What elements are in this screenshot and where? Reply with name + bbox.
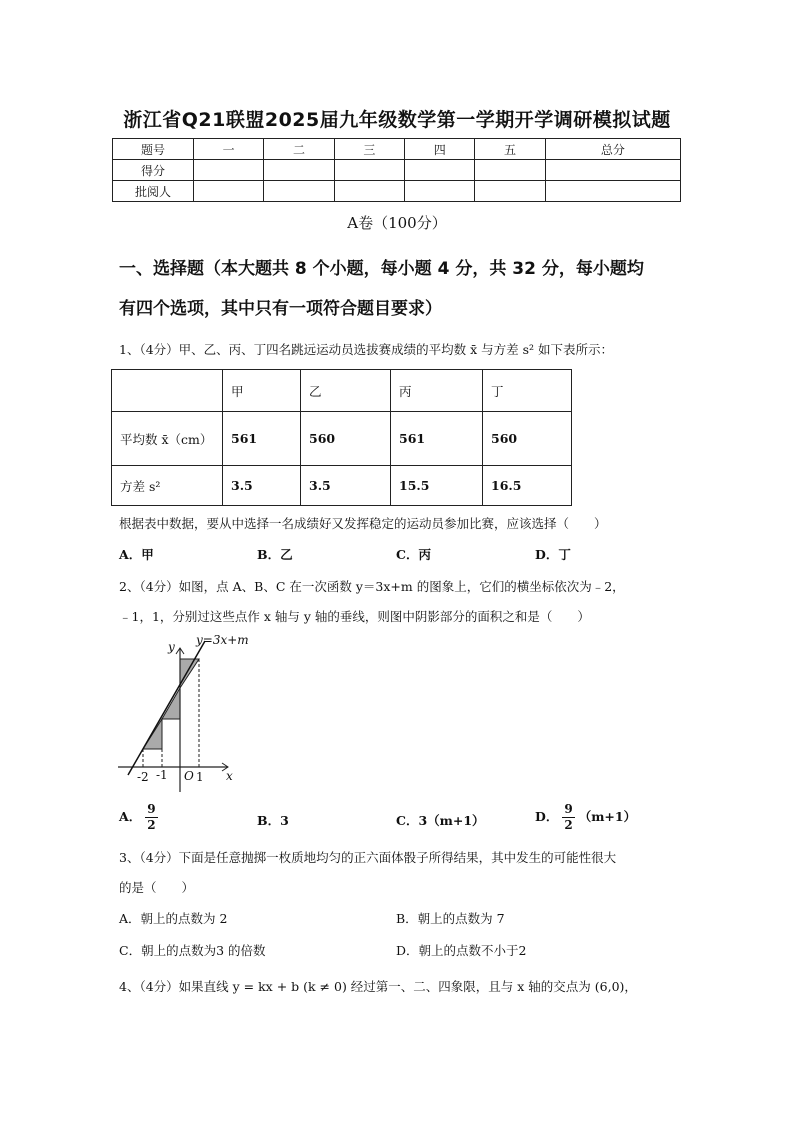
cell: 题号 <box>113 139 194 160</box>
cell: 丁 <box>483 370 572 412</box>
page-title: 浙江省Q21联盟2025届九年级数学第一学期开学调研模拟试题 <box>123 109 671 131</box>
section-heading-line2: 有四个选项，其中只有一项符合题目要求） <box>119 299 442 319</box>
cell: 560 <box>483 412 572 466</box>
q1-option-c[interactable]: C．丙 <box>396 547 431 562</box>
cell: 得分 <box>113 160 194 181</box>
cell: 561 <box>391 412 483 466</box>
cell: 二 <box>264 139 334 160</box>
q1-option-b[interactable]: B．乙 <box>257 547 293 562</box>
cell: 一 <box>194 139 264 160</box>
tick-label: -1 <box>156 768 168 782</box>
cell: 15.5 <box>391 466 483 506</box>
cell: 批阅人 <box>113 181 194 202</box>
section-heading-line1: 一、选择题（本大题共 8 个小题，每小题 4 分，共 32 分，每小题均 <box>119 259 644 279</box>
origin-label: O <box>184 769 194 783</box>
q2-option-d[interactable] <box>535 802 636 833</box>
q2-option-b[interactable]: B．3 <box>257 813 289 828</box>
tick-label: 1 <box>196 770 204 784</box>
denominator: 2 <box>147 818 156 832</box>
cell: 560 <box>301 412 391 466</box>
q2-option-c[interactable]: C．3（m+1） <box>396 813 485 828</box>
x-axis-label: x <box>226 769 233 783</box>
q3-option-a[interactable]: A．朝上的点数为 2 <box>119 911 228 926</box>
function-line <box>128 641 205 775</box>
cell: 丙 <box>391 370 483 412</box>
cell: 方差 s² <box>112 466 223 506</box>
q3-stem-line1: 3、（4分）下面是任意抛掷一枚质地均匀的正六面体骰子所得结果，其中发生的可能性很大 <box>119 850 617 865</box>
cell: 乙 <box>301 370 391 412</box>
q3-option-b[interactable]: B．朝上的点数为 7 <box>396 911 505 926</box>
cell: 3.5 <box>301 466 391 506</box>
numerator: 9 <box>564 802 573 816</box>
q1-option-d[interactable]: D．丁 <box>535 547 571 562</box>
option-label: D． <box>535 809 559 824</box>
q1-followup: 根据表中数据，要从中选择一名成绩好又发挥稳定的运动员参加比赛，应该选择（ ） <box>119 516 607 531</box>
cell: 五 <box>475 139 545 160</box>
numerator: 9 <box>147 802 156 816</box>
q3-stem-line2: 的是（ ） <box>119 880 195 895</box>
q3-option-c[interactable]: C．朝上的点数为3 的倍数 <box>119 943 266 958</box>
cell: 三 <box>334 139 404 160</box>
line-label: y=3x+m <box>196 633 249 647</box>
cell: 甲 <box>223 370 301 412</box>
cell: 平均数 x̄（cm） <box>112 412 223 466</box>
fraction <box>145 802 157 833</box>
option-label: A． <box>119 809 142 824</box>
fraction <box>562 802 574 833</box>
y-axis-label: y <box>168 640 175 654</box>
q4-stem-line1: 4、（4分）如果直线 y = kx + b (k ≠ 0) 经过第一、二、四象限，且与 x 轴的交点为 (6,0)， <box>119 979 637 994</box>
cell: 16.5 <box>483 466 572 506</box>
option-tail: （m+1） <box>578 809 637 824</box>
q1-stem: 1、（4分）甲、乙、丙、丁四名跳远运动员选拔赛成绩的平均数 x̄ 与方差 s² 如下表所示： <box>119 342 614 357</box>
q3-option-d[interactable]: D．朝上的点数不小于2 <box>396 943 527 958</box>
cell: 561 <box>223 412 301 466</box>
volume-heading: A卷（100分） <box>347 214 447 232</box>
q2-stem-line2: ﹣1，1，分别过这些点作 x 轴与 y 轴的垂线，则图中阴影部分的面积之和是（ ） <box>119 609 590 624</box>
q2-option-a[interactable] <box>119 802 162 833</box>
cell: 3.5 <box>223 466 301 506</box>
q2-stem-line1: 2、（4分）如图，点 A、B、C 在一次函数 y＝3x+m 的图象上，它们的横坐标依次为﹣2， <box>119 579 625 594</box>
q1-option-a[interactable]: A．甲 <box>119 547 154 562</box>
tick-label: -2 <box>137 770 149 784</box>
shaded-triangle-b <box>162 688 180 719</box>
denominator: 2 <box>564 818 573 832</box>
cell: 总分 <box>545 139 680 160</box>
shaded-triangle-c <box>180 659 199 688</box>
cell: 四 <box>405 139 475 160</box>
